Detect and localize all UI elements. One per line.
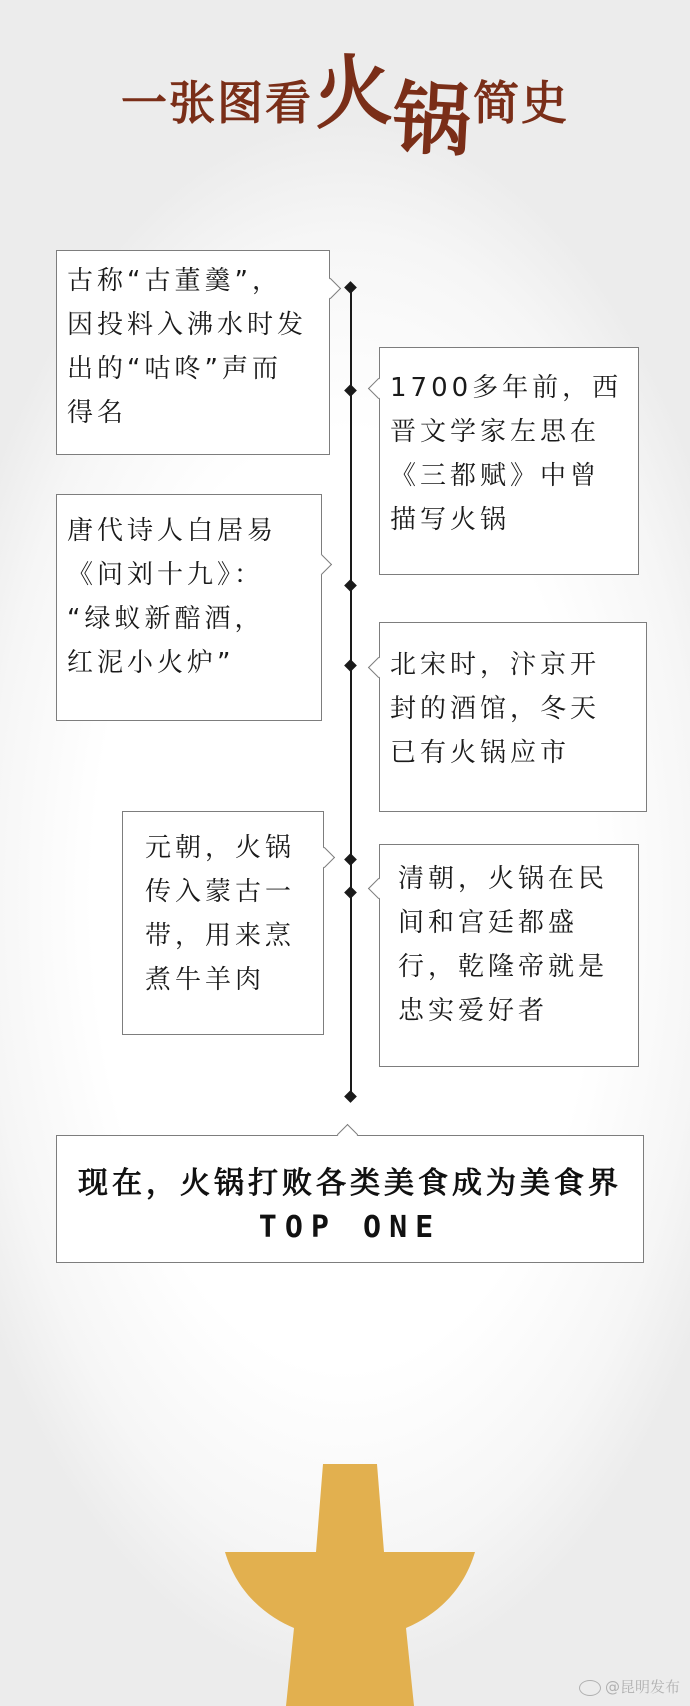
card-text-line: 元朝，火锅 [145, 833, 296, 863]
card-text-line: 煮牛羊肉 [145, 965, 266, 995]
card-text-line: 北宋时，汴京开 [390, 650, 601, 680]
card-text-line: 行，乾隆帝就是 [398, 952, 609, 982]
card-text-line: 封的酒馆，冬天 [390, 694, 601, 724]
card-text-line: 已有火锅应市 [390, 738, 571, 768]
card-text-line: 清朝，火锅在民 [398, 864, 609, 894]
card-text-line: 得名 [67, 398, 128, 428]
card-text-line: “绿蚁新醅酒， [67, 604, 265, 634]
card-text-line: 红泥小火炉” [67, 648, 235, 678]
card-text-line: 出的“咕咚”声而 [67, 354, 282, 384]
card-text-line: 《三都赋》中曾 [390, 461, 601, 491]
title-part1: 一张图看 [120, 76, 313, 130]
card-text-line: 忠实爱好者 [398, 996, 549, 1026]
title-part2: 简史 [473, 76, 570, 130]
card-text-line: 古称“古董羹”， [67, 266, 282, 296]
card-text-line: 晋文学家左思在 [390, 417, 601, 447]
title-big-char-2: 锅 [390, 73, 475, 169]
watermark [579, 1676, 680, 1697]
card-text-line: 带，用来烹 [145, 921, 296, 951]
title-big-char-1: 火 [310, 45, 397, 141]
card-text-line: 1700多年前，西 [390, 373, 623, 403]
card-text-line: 间和宫廷都盛 [398, 908, 579, 938]
card-text-line: 因投料入沸水时发 [67, 310, 308, 340]
conclusion-line-2: TOP ONE [258, 1210, 442, 1245]
weibo-icon [579, 1680, 601, 1696]
watermark-text: @昆明发布 [604, 1678, 680, 1696]
card-text-line: 《问刘十九》： [67, 560, 265, 590]
card-text-line: 唐代诗人白居易 [67, 516, 278, 546]
card-text-line: 描写火锅 [390, 505, 511, 535]
card-text-line: 传入蒙古一 [145, 877, 296, 907]
conclusion-line-1: 现在，火锅打败各类美食成为美食界 [78, 1166, 622, 1201]
